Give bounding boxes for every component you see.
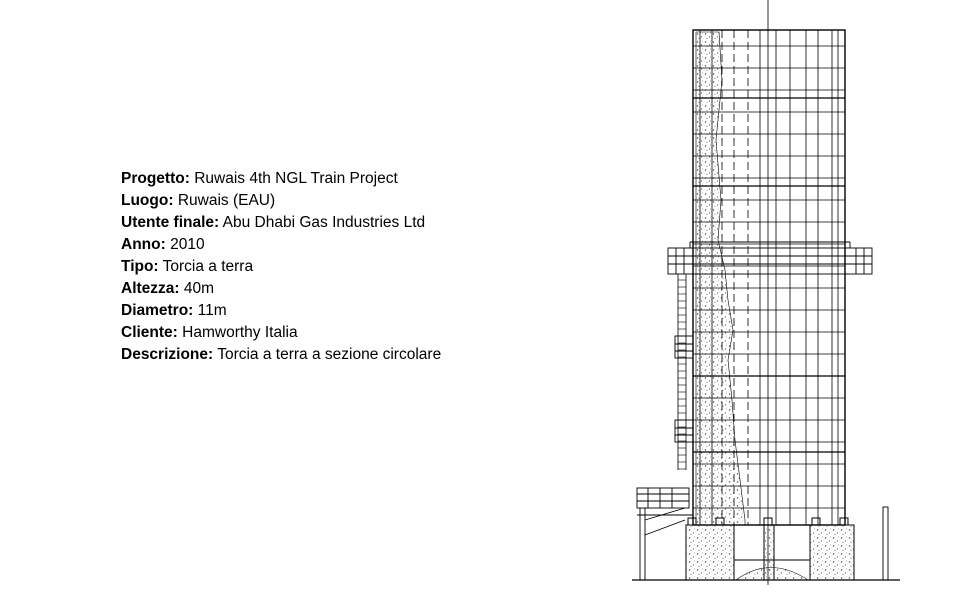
info-key: Tipo: [121,258,159,275]
info-value: Abu Dhabi Gas Industries Ltd [222,214,426,231]
info-key: Utente finale: [121,214,220,231]
info-value: Torcia a terra a sezione circolare [217,346,442,363]
info-value: 11m [197,302,227,319]
info-value: 2010 [170,236,205,253]
concrete-pedestals [686,518,854,580]
info-value: Torcia a terra [162,258,254,275]
info-value: Ruwais 4th NGL Train Project [194,170,398,187]
refractory-lining [696,32,745,525]
info-key: Luogo: [121,192,174,209]
info-key: Progetto: [121,170,190,187]
info-key: Diametro: [121,302,194,319]
right-post [883,507,888,580]
access-ladder [678,274,686,470]
info-value: Ruwais (EAU) [177,192,276,209]
info-value: Hamworthy Italia [182,324,298,341]
info-key: Altezza: [121,280,180,297]
info-key: Descrizione: [121,346,214,363]
info-key: Cliente: [121,324,178,341]
info-value: 40m [183,280,215,297]
info-key: Anno: [121,236,166,253]
lower-walkway [637,488,693,580]
